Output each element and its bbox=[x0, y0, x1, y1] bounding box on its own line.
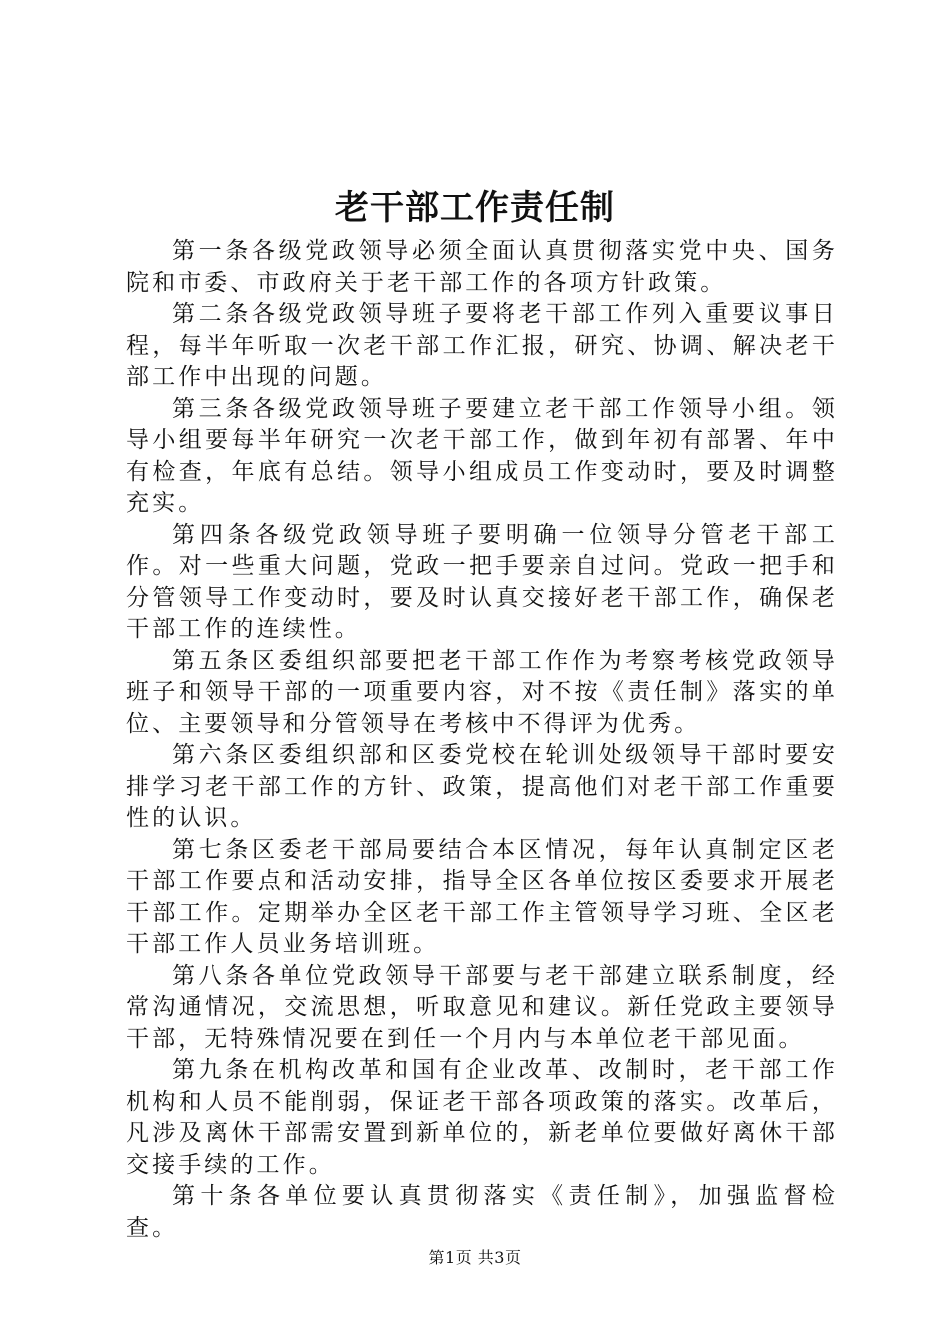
article-10-paragraph: 第十条各单位要认真贯彻落实《责任制》，加强监督检查。 bbox=[126, 1183, 838, 1241]
article-8-paragraph: 第八条各单位党政领导干部要与老干部建立联系制度，经常沟通情况，交流思想，听取意见和建议。新任党政主要领导干部，无特殊情况要在到任一个月内与本单位老干部见面。 bbox=[126, 962, 838, 1052]
page-number-footer: 第1页 共3页 bbox=[428, 1248, 522, 1267]
article-7-paragraph: 第七条区委老干部局要结合本区情况，每年认真制定区老干部工作要点和活动安排，指导全区各单位按区委要求开展老干部工作。定期举办全区老干部工作主管领导学习班、全区老干部工作人员业务培训班。 bbox=[126, 836, 838, 957]
article-6-paragraph: 第六条区委组织部和区委党校在轮训处级领导干部时要安排学习老干部工作的方针、政策，提高他们对老干部工作重要性的认识。 bbox=[126, 742, 838, 831]
article-5-paragraph: 第五条区委组织部要把老干部工作作为考察考核党政领导班子和领导干部的一项重要内容，对不按《责任制》落实的单位、主要领导和分管领导在考核中不得评为优秀。 bbox=[126, 647, 838, 737]
document-title: 老干部工作责任制 bbox=[335, 188, 615, 228]
document-body bbox=[126, 236, 838, 1244]
article-4-paragraph: 第四条各级党政领导班子要明确一位领导分管老干部工作。对一些重大问题，党政一把手要亲自过问。党政一把手和分管领导工作变动时，要及时认真交接好老干部工作，确保老干部工作的连续性。 bbox=[126, 521, 838, 642]
article-9-paragraph: 第九条在机构改革和国有企业改革、改制时，老干部工作机构和人员不能削弱，保证老干部各项政策的落实。改革后，凡涉及离休干部需安置到新单位的，新老单位要做好离休干部交接手续的工作。 bbox=[126, 1057, 838, 1178]
article-3-paragraph: 第三条各级党政领导班子要建立老干部工作领导小组。领导小组要每半年研究一次老干部工作，做到年初有部署、年中有检查，年底有总结。领导小组成员工作变动时，要及时调整充实。 bbox=[126, 395, 838, 516]
article-2-paragraph: 第二条各级党政领导班子要将老干部工作列入重要议事日程，每半年听取一次老干部工作汇报，研究、协调、解决老干部工作中出现的问题。 bbox=[126, 301, 838, 390]
article-1-paragraph: 第一条各级党政领导必须全面认真贯彻落实党中央、国务院和市委、市政府关于老干部工作的各项方针政策。 bbox=[126, 238, 838, 296]
